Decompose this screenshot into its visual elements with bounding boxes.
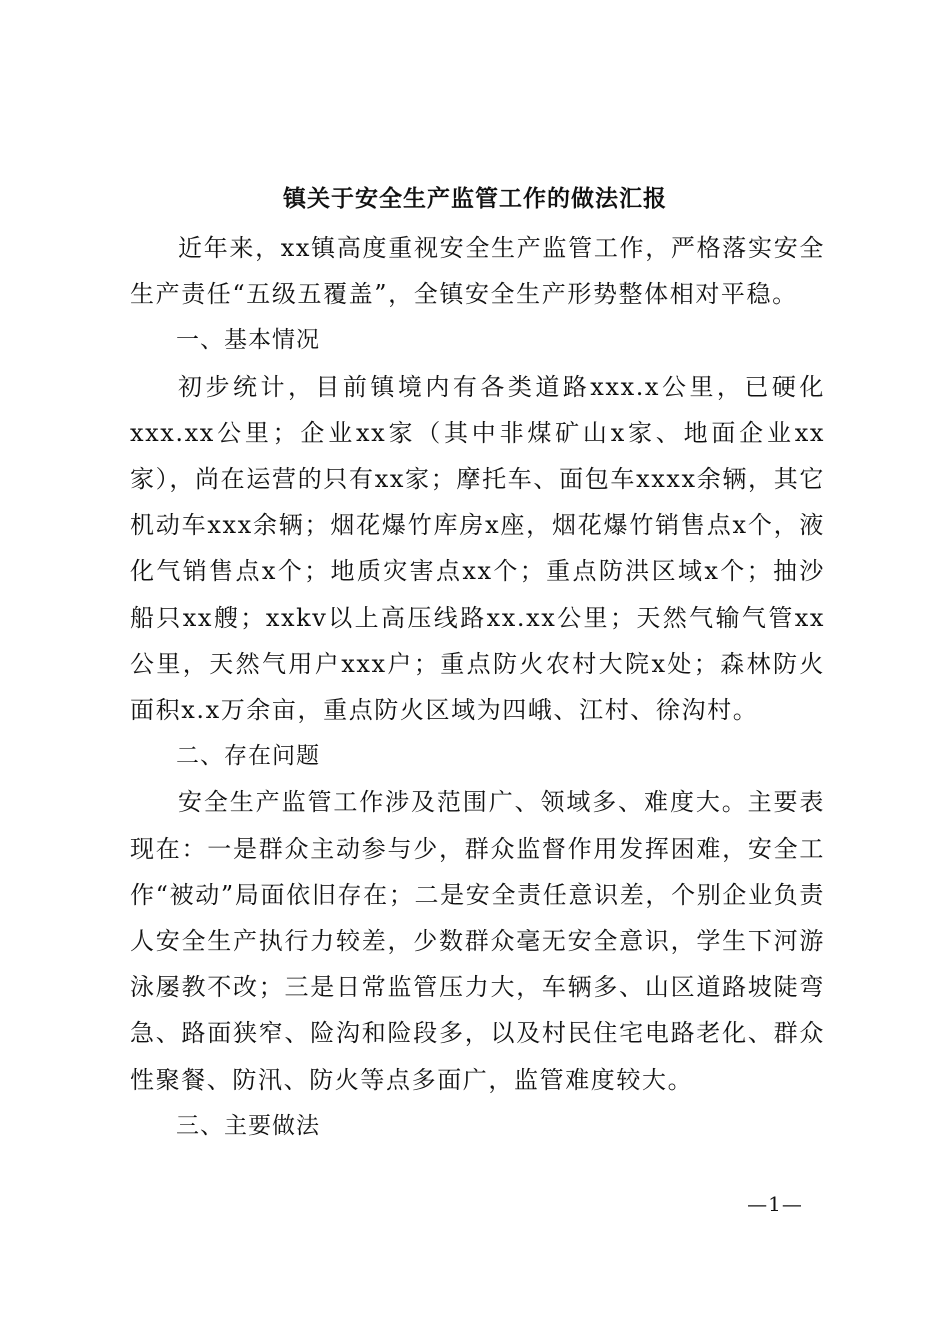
section-heading-main-practices: 三、主要做法 [176,1112,320,1139]
page-number: —1— [747,1192,803,1216]
section-heading-basic-situation: 一、基本情况 [176,327,320,354]
section-heading-existing-problems: 二、存在问题 [176,743,320,770]
intro-paragraph: 近年来，xx镇高度重视安全生产监管工作，严格落实安全生产责任“五级五覆盖”，全镇安全生产形势整体相对平稳。 [130,234,825,309]
basic-situation-paragraph: 初步统计，目前镇境内有各类道路xxx.x公里，已硬化xxx.xx公里；企业xx家（其中非煤矿山x家、地面企业xx家），尚在运营的只有xx家；摩托车、面包车xxxx余辆，其它机动车xxx余辆；烟花爆竹库房x座，烟花爆竹销售点x个，液化气销售点x个；地质灾害点xx个；重点防洪区域x个；抽沙船只xx艘；xxkv以上高压线路xx.xx公里；天然气输气管xx公里，天然气用户xxx户；重点防火农村大院x处；森林防火面积x.x万余亩，重点防火区域为四峨、江村、徐沟村。 [130,372,825,725]
document-title: 镇关于安全生产监管工作的做法汇报 [283,185,667,212]
existing-problems-paragraph: 安全生产监管工作涉及范围广、领域多、难度大。主要表现在：一是群众主动参与少，群众监督作用发挥困难，安全工作“被动”局面依旧存在；二是安全责任意识差，个别企业负责人安全生产执行力较差，少数群众毫无安全意识，学生下河游泳屡教不改；三是日常监管压力大，车辆多、山区道路坡陡弯急、路面狭窄、险沟和险段多，以及村民住宅电路老化、群众性聚餐、防汛、防火等点多面广，监管难度较大。 [130,788,825,1094]
document-body [130,225,825,1149]
